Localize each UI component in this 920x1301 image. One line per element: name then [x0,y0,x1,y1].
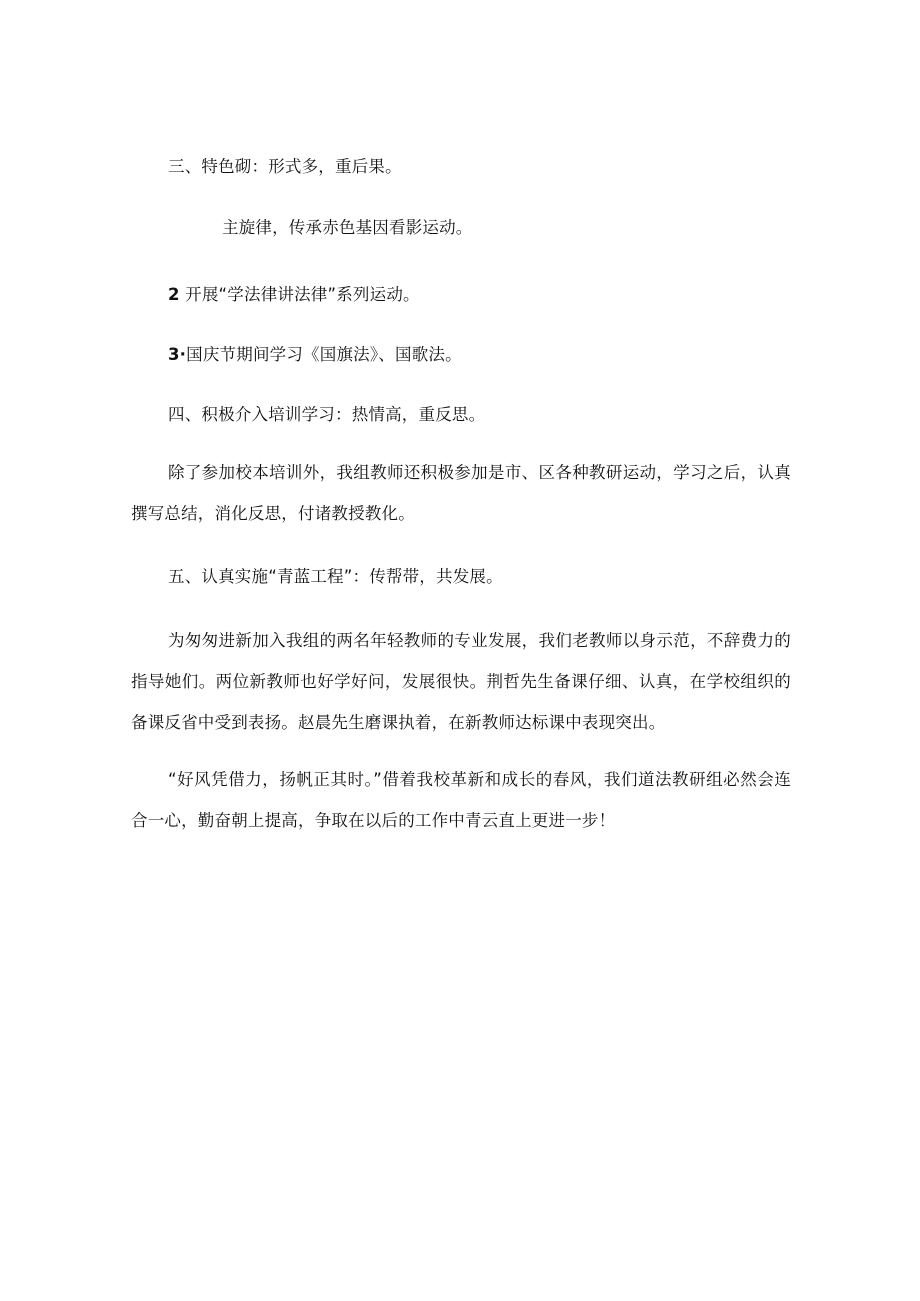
paragraph-closing: “好风凭借力，扬帆正其时。”借着我校革新和成长的春风，我们道法教研组必然会连合一心，勤奋朝上提高，争取在以后的工作中青云直上更进一步！ [131,770,791,830]
list-item-2 [168,285,420,305]
list-item-3-text: 国庆节期间学习《国旗法》、国歌法。 [186,345,462,364]
list-item-2-number: 2 [168,285,180,304]
section-heading-5: 五、认真实施“青蓝工程”：传帮带，共发展。 [168,567,503,586]
section-heading-3: 三、特色砌：形式多，重后果。 [168,157,402,176]
paragraph-mentoring: 为匆匆进新加入我组的两名年轻教师的专业发展，我们老教师以身示范，不辞费力的指导她们。两位新教师也好学好问，发展很快。荆哲先生备课仔细、认真，在学校组织的备课反省中受到表扬。赵晨先生磨课执着，在新教师达标课中表现突出。 [131,631,791,732]
list-item-3 [168,345,462,365]
list-item-1: 主旋律，传承赤色基因看影运动。 [222,218,473,237]
section-heading-4: 四、积极介入培训学习：热情高，重反思。 [168,405,486,424]
paragraph-training: 除了参加校本培训外，我组教师还积极参加是市、区各种教研运动，学习之后，认真撰写总结，消化反思，付诸教授教化。 [131,463,791,523]
list-item-3-number: 3· [168,345,187,364]
list-item-2-text: 开展“学法律讲法律”系列运动。 [185,285,420,304]
